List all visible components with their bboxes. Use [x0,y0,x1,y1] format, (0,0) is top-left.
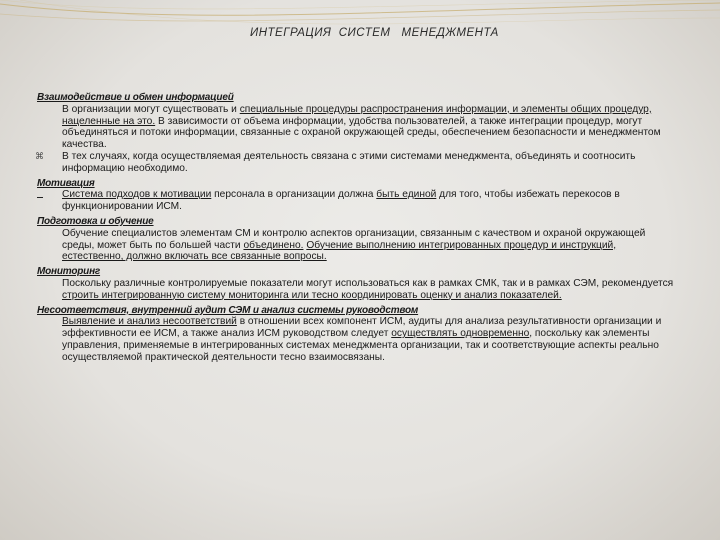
text-segment: В зависимости от объема информации, удобства пользователей, а также интеграции процедур, могут объединяться и потоки информации, связанные с охраной окружающей среды, обеспечением безопасности и менеджментом качества. [62,115,661,151]
decorative-top-lines [0,0,720,80]
paragraph-monitoring [37,278,677,302]
text-segment: Поскольку различные контролируемые показатели могут использоваться как в рамках СМК, так и в рамках СЭМ, рекомендуется [62,277,674,289]
paragraph-nonconformities [37,316,677,363]
text-segment: Обучение специалистов элементам СМ и контролю аспектов организации, связанным с качеством и охраной окружающей среды, может быть по большей части [62,227,646,251]
text-segment: В тех случаях, когда осуществляемая деятельность связана с этими системами менеджмента, объединять и соотносить информацию необходимо. [62,150,636,174]
text-segment: для того, чтобы избежать перекосов в функционировании ИСМ. [62,189,620,213]
text-segment: , поскольку как элементы управления, применяемые в интегрированных системах менеджмента организации, так и соответствующие аспекты реально осуществляемой практической деятельности тесно взаимосвязаны. [62,328,659,363]
underlined-segment: Выявление и анализ несоответствий [62,316,237,328]
small-mark-icon [37,189,45,202]
underlined-segment: специальные процедуры распространения информации, и элементы общих процедур, нацеленные на это. [62,103,652,127]
underlined-segment: строить интегрированную систему мониторинга или тесно координировать оценку и анализ показателей. [62,289,562,301]
heading-training: Подготовка и обучение [37,215,154,227]
underlined-segment: осуществлять одновременно [391,328,530,340]
slide-title: ИНТЕГРАЦИЯ СИСТЕМ МЕНЕДЖМЕНТА [250,27,499,39]
heading-motivation: Мотивация [37,177,95,189]
text-segment: в отношении всех компонент ИСМ, аудиты для анализа результативности организации и эффективности ее ИСМ, а также анализ ИСМ руководством следует [62,316,662,340]
paragraph-communication-1 [37,104,677,151]
paragraph-motivation [37,189,677,213]
paragraph-training [37,228,677,263]
heading-nonconformities: Несоответствия, внутренний аудит СЭМ и анализ системы руководством [37,304,419,316]
paragraph-communication-2 [37,151,677,175]
text-segment: персонала в организации должна [211,189,377,201]
heading-communication: Взаимодействие и обмен информацией [37,92,234,103]
slide-content [37,90,677,364]
underlined-segment: объединено. [243,239,304,251]
heading-monitoring: Мониторинг [37,266,101,278]
underlined-segment: быть единой [376,189,437,201]
text-segment: В организации могут существовать и [62,103,240,115]
underlined-segment: Обучение выполнению интегрированных процедур и инструкций, естественно, должно включать все связанные вопросы. [62,239,617,263]
bullet-icon: ⌘ [35,150,44,161]
underlined-segment: Система подходов к мотивации [62,189,212,201]
